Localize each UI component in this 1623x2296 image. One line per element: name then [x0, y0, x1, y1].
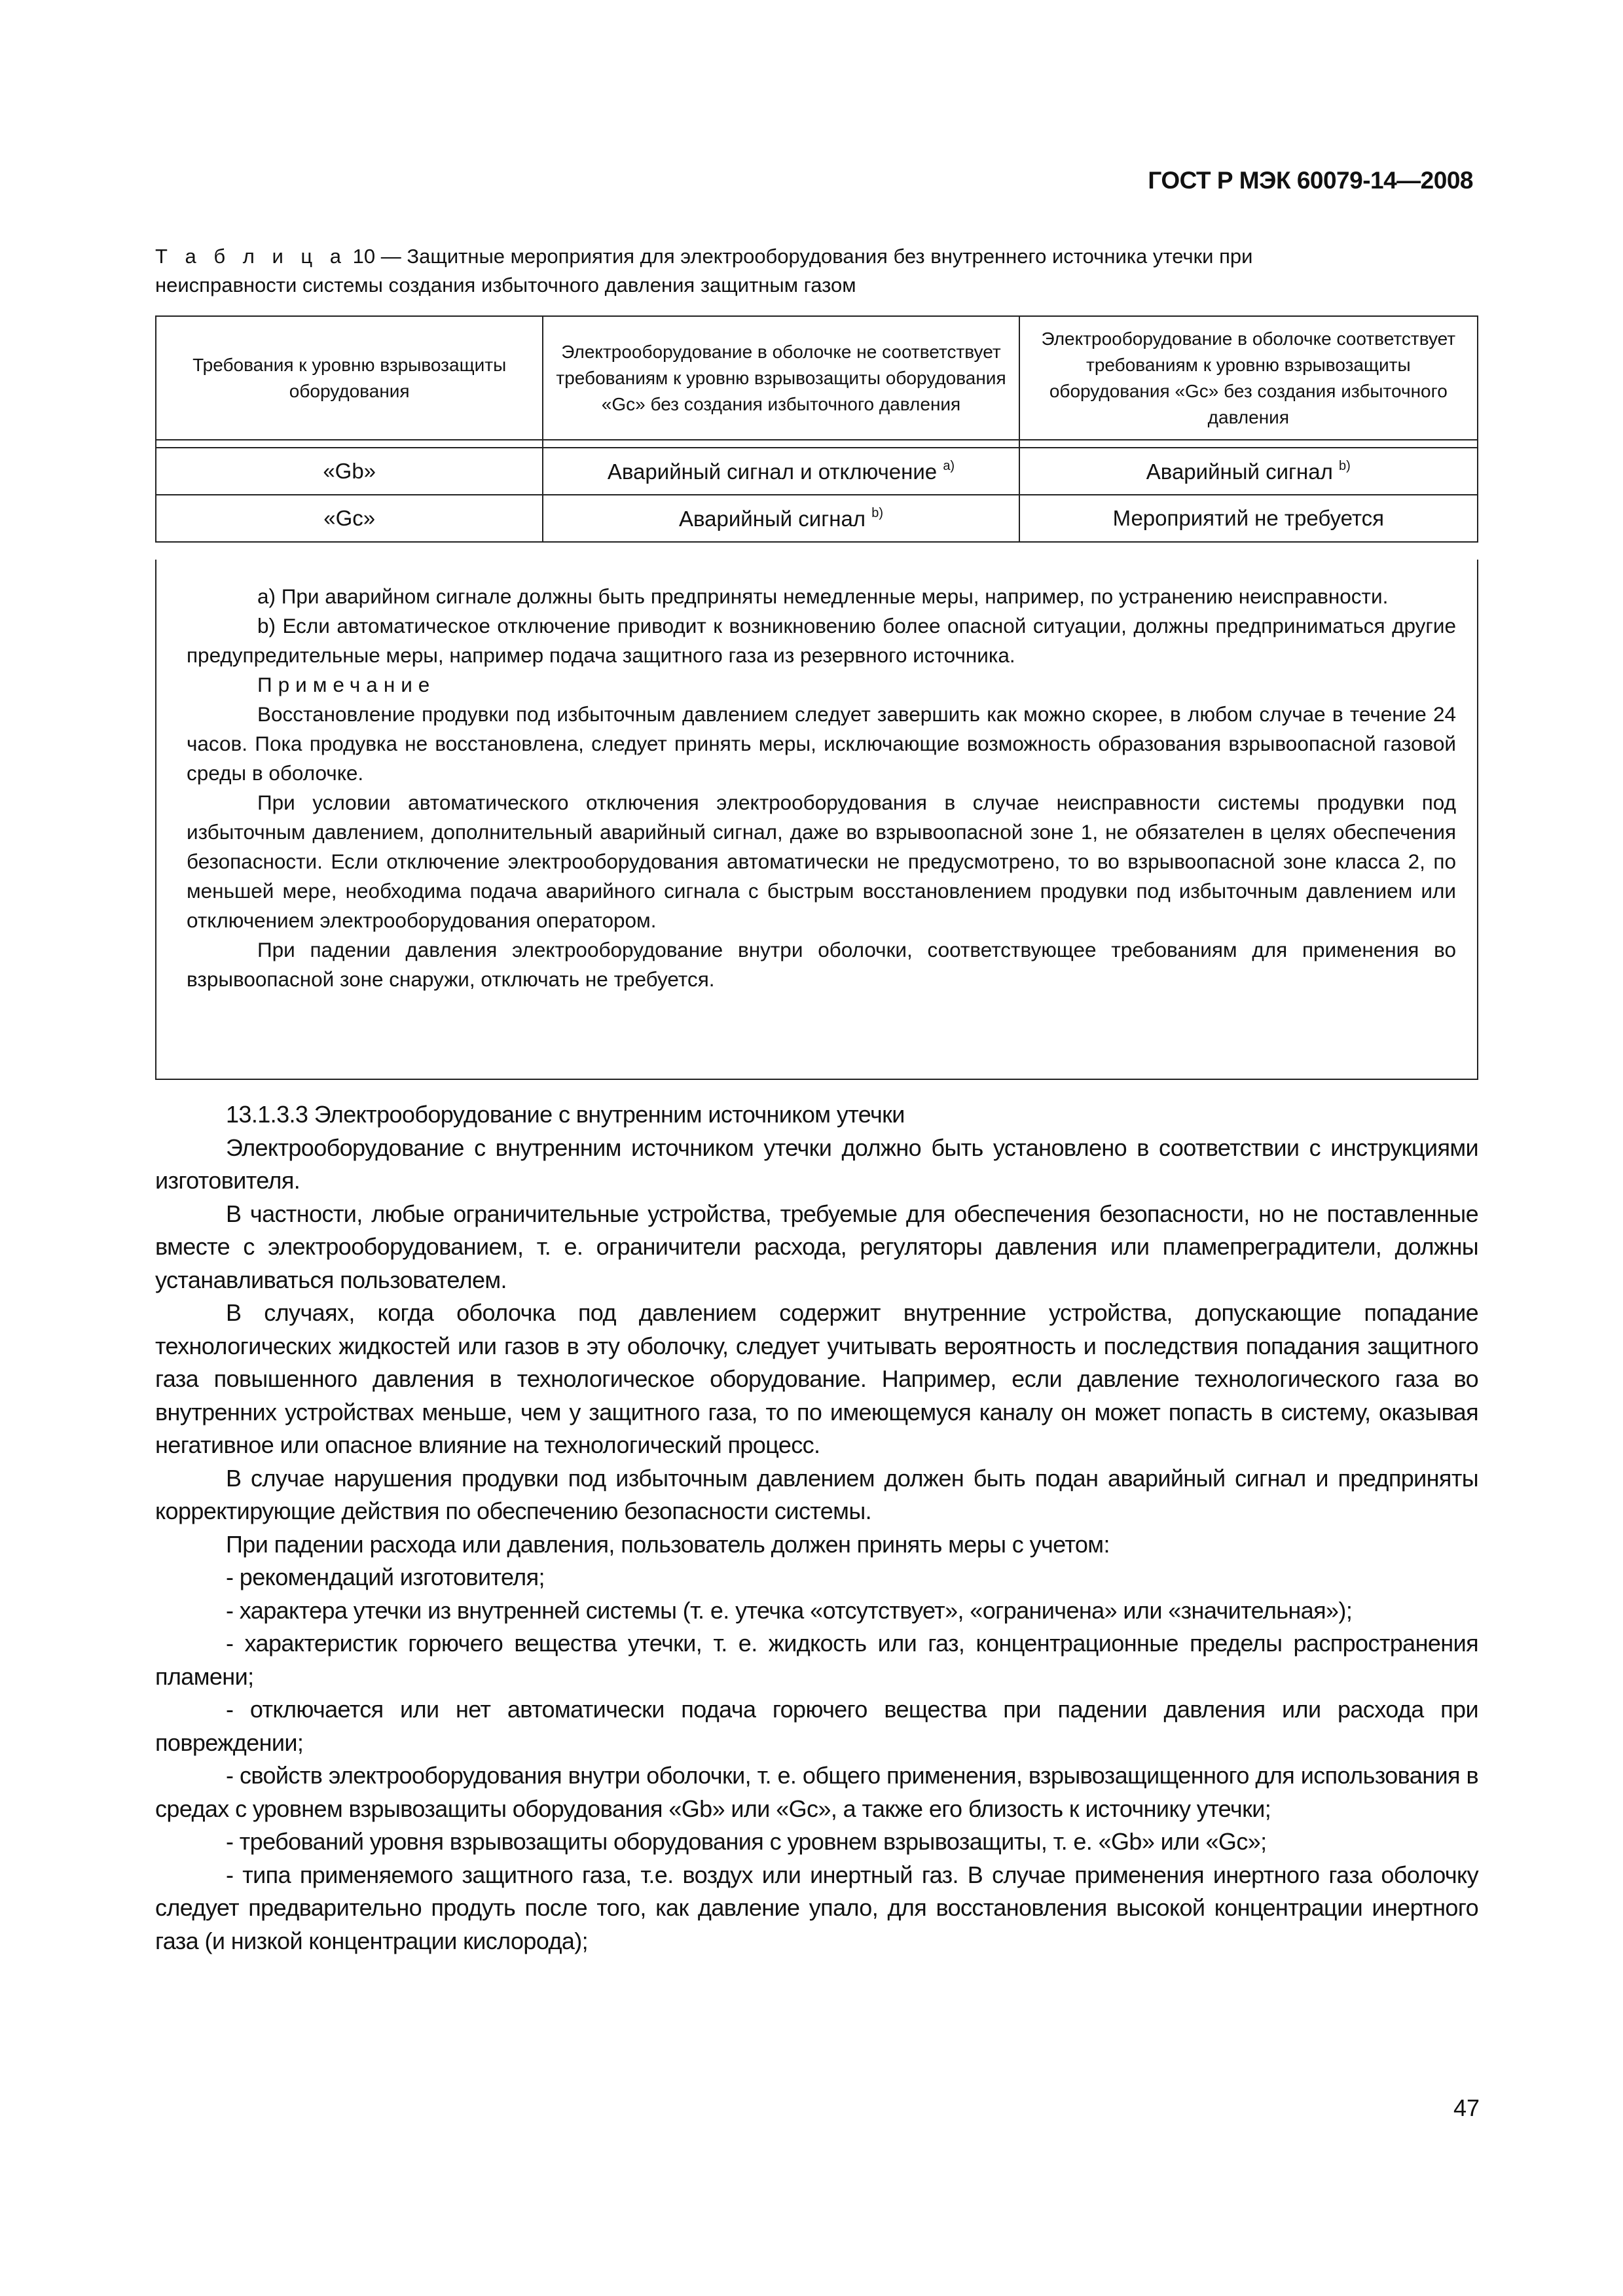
caption-text-line2: неисправности системы создания избыточного давления защитным газом — [155, 274, 856, 296]
list-item: - требований уровня взрывозащиты оборудования с уровнем взрывозащиты, т. е. «Gb» или «Gc»; — [226, 1828, 1267, 1855]
paragraph: В случае нарушения продувки под избыточным давлением должен быть подан аварийный сигнал и предприняты корректирующие действия по обеспечению безопасности системы. — [155, 1464, 1478, 1524]
list-item: - типа применяемого защитного газа, т.е. воздух или инертный газ. В случае применения инертного газа оболочку следует предварительно продуть после того, как давление упало, для восстановления высокой концентрации инертного газа (и низкой концентрации кислорода); — [155, 1861, 1478, 1954]
paragraph: В частности, любые ограничительные устройства, требуемые для обеспечения безопасности, но не поставленные вместе с электрооборудованием, т. е. ограничители расхода, регуляторы давления или пламепреградители, должны устанавливаться пользователем. — [155, 1200, 1478, 1293]
caption-label: Т а б л и ц а — [155, 245, 348, 268]
table-cell: Аварийный сигнал $^{b)}$ — [1019, 448, 1478, 495]
table-cell: Аварийный сигнал и отключение $^{a)}$ — [543, 448, 1019, 495]
table-row — [156, 448, 1478, 495]
paragraph: В случаях, когда оболочка под давлением содержит внутренние устройства, допускающие попадание технологических жидкостей или газов в эту оболочку, следует учитывать вероятность и последствия попадания защитного газа повышенного давления в технологическое оборудование. Например, если давление технологического газа во внутренних устройствах меньше, чем у защитного газа, то по имеющемуся каналу он может попасть в систему, оказывая негативное или опасное влияние на технологический процесс. — [155, 1299, 1478, 1458]
table-cell-level: «Gb» — [156, 448, 543, 495]
paragraph: При падении расхода или давления, пользователь должен принять меры с учетом: — [226, 1530, 1110, 1558]
section-heading: 13.1.3.3 Электрооборудование с внутренним источником утечки — [226, 1101, 905, 1128]
note-paragraph: Восстановление продувки под избыточным давлением следует завершить как можно скорее, в любом случае в течение 24 часов. Пока продувка не восстановлена, следует принять меры, исключающие возможность образования взрывоопасной газовой среды в оболочке. — [187, 702, 1456, 785]
caption-number: 10 — [352, 245, 376, 268]
note-paragraph: При падении давления электрооборудование внутри оболочки, соответствующее требованиям для применения во взрывоопасной зоне снаружи, отключать не требуется. — [187, 938, 1456, 991]
column-header-level: Требования к уровню взрывозащиты оборудования — [156, 316, 543, 440]
table-cell-level: «Gc» — [156, 495, 543, 542]
list-item: - свойств электрооборудования внутри оболочки, т. е. общего применения, взрывозащищенного для использования в средах с уровнем взрывозащиты оборудования «Gb» или «Gc», а также его близость к источнику утечки; — [155, 1762, 1478, 1822]
table-row — [156, 495, 1478, 542]
table-cell: Мероприятий не требуется — [1019, 495, 1478, 542]
list-item: - характеристик горючего вещества утечки, т. е. жидкость или газ, концентрационные пределы распространения пламени; — [155, 1630, 1478, 1690]
table-caption — [155, 242, 1478, 300]
main-text — [155, 1098, 1478, 1958]
paragraph: Электрооборудование с внутренним источником утечки должно быть установлено в соответствии с инструкциями изготовителя. — [155, 1134, 1478, 1194]
list-item: - характера утечки из внутренней системы (т. е. утечка «отсутствует», «ограничена» или «значительная»); — [226, 1596, 1353, 1624]
protection-measures-table — [155, 315, 1478, 543]
table-cell: Аварийный сигнал $^{b)}$ — [543, 495, 1019, 542]
page-number: 47 — [1453, 2094, 1480, 2121]
list-item: - отключается или нет автоматически подача горючего вещества при падении давления или расхода при повреждении; — [155, 1696, 1478, 1756]
list-item: - рекомендаций изготовителя; — [226, 1564, 545, 1590]
table-notes — [155, 560, 1478, 1080]
note-paragraph: При условии автоматического отключения электрооборудования в случае неисправности системы продувки под избыточным давлением, дополнительный аварийный сигнал, даже во взрывоопасной зоне 1, не обязателен в целях обеспечения безопасности. Если отключение электрооборудования автоматически не предусмотрено, то во взрывоопасной зоне класса 2, по меньшей мере, необходима подача аварийного сигнала с быстрым восстановлением продувки под избыточным давлением или отключением электрооборудования оператором. — [187, 791, 1456, 932]
caption-text: — Защитные мероприятия для электрооборудования без внутреннего источника утечки при — [380, 245, 1253, 268]
footnote-b: b) Если автоматическое отключение приводит к возникновению более опасной ситуации, должны предприниматься другие предупредительные меры, например подача защитного газа из резервного источника. — [187, 614, 1456, 667]
standard-header: ГОСТ Р МЭК 60079-14—2008 — [1148, 167, 1473, 194]
column-header-gc: Электрооборудование в оболочке соответствует требованиям к уровню взрывозащиты оборудования «Gc» без создания избыточного давления — [1019, 316, 1478, 440]
footnote-a: а) При аварийном сигнале должны быть предприняты немедленные меры, например, по устранению неисправности. — [257, 584, 1389, 608]
note-label: Примечание — [257, 673, 436, 696]
column-header-not-gc: Электрооборудование в оболочке не соответствует требованиям к уровню взрывозащиты оборудования «Gc» без создания избыточного давления — [543, 316, 1019, 440]
